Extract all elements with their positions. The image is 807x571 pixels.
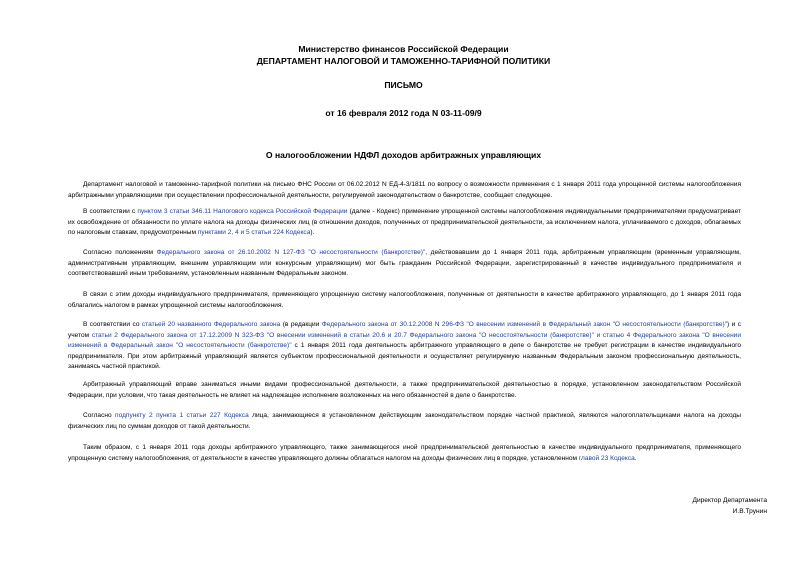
- ministry-name: Министерство финансов Российской Федерации: [298, 44, 509, 54]
- link-article-224[interactable]: пунктами 2, 4 и 5 статьи 224 Кодекса: [197, 229, 311, 236]
- link-law-323-fz[interactable]: статьи 2 Федерального закона от 17.12.2009 N 323-ФЗ "О внесении изменений в статьи 20.6 и 20.7 Федерального закона "О несостоятельности (банкротстве)" и статью 4 Федерального закона "О внесении изменений в Федеральный закон "О несостоятельности (банкротстве)": [68, 331, 742, 349]
- paragraph-5-text-4: с 1 января 2011 года деятельность арбитражного управляющего в деле о банкротстве не требует регистрации в качестве индивидуального предпринимателя. При этом арбитражный управляющий является субъектом профессиональной деятельности и осуществляет регулируемую названным Федеральным законом профессиональную деятельность, занимаясь частной практикой.: [68, 342, 741, 370]
- paragraph-2-text-3: ).: [310, 229, 315, 236]
- link-article-20[interactable]: статьей 20 названного Федерального закона: [141, 321, 281, 328]
- paragraph-3: [68, 248, 741, 280]
- paragraph-7-text-1: Согласно: [83, 412, 116, 419]
- link-law-296-fz[interactable]: Федерального закона от 30.12.2008 N 296-ФЗ "О внесении изменений в Федеральный закон "О несостоятельности (банкротстве)": [321, 321, 728, 328]
- paragraph-2-text-2: (далее - Кодекс) применение упрощенной системы налогообложения индивидуальными предпринимателями предусматривает их освобождение от обязанности по уплате налога на доходы физических лиц (в отношении доходов, полученных от предпринимательской деятельности, за исключением налога, уплачиваемого с доходов, облагаемых по налоговым ставкам, предусмотренным: [68, 208, 741, 236]
- paragraph-6-text: Арбитражный управляющий вправе заниматься иными видами профессиональной деятельности, а также предпринимательской деятельностью в порядке, установленном законодательством Российской Федерации, при условии, что такая деятельность не влияет на надлежащее исполнение возложенных на него обязанностей в деле о банкротстве.: [68, 381, 741, 399]
- paragraph-7-text-2: лица, занимающиеся в установленном действующим законодательством порядке частной практикой, являются налогоплательщиками налога на доходы физических лиц по суммам доходов от такой деятельности.: [68, 412, 741, 430]
- department-name: ДЕПАРТАМЕНТ НАЛОГОВОЙ И ТАМОЖЕННО-ТАРИФНОЙ ПОЛИТИКИ: [256, 56, 551, 66]
- signature-name: И.В.Трунин: [732, 508, 767, 515]
- link-chapter-23[interactable]: главой 23 Кодекса: [578, 454, 635, 462]
- paragraph-1-text: Департамент налоговой и таможенно-тарифной политики на письмо ФНС России от 06.02.2012 N ЕД-4-3/1811 по вопросу о возможности применения с 1 января 2011 года упрощенной системы налогообложения арбитражными управляющими при осуществлении профессиональной деятельности, регулируемой законодательством о банкротстве, сообщает следующее.: [68, 181, 741, 199]
- paragraph-6: [68, 380, 741, 401]
- paragraph-3-text-2: , действовавшим до 1 января 2011 года, арбитражным управляющим (временным управляющим, административным управляющим, внешним управляющим или конкурсным управляющим) мог быть гражданин Российской Федерации, зарегистрированный в качестве индивидуального предпринимателя и соответствовавший иным требованиям, установленным названным Федеральным законом.: [68, 249, 741, 277]
- paragraph-8-text-2: .: [634, 454, 637, 462]
- paragraph-4: [68, 290, 741, 311]
- document-type: ПИСЬМО: [384, 80, 423, 90]
- paragraph-8-text-1: Таким образом, с 1 января 2011 года доходы арбитражного управляющего, также занимающегося иной предпринимательской деятельностью в качестве индивидуального предпринимателя, применяющего упрощенную систему налогообложения, от деятельности в качестве управляющего должны облагаться налогом на доходы физических лиц в порядке, установленном: [68, 444, 741, 462]
- paragraph-5-text-1: В соответствии со: [83, 321, 142, 328]
- link-article-346-11[interactable]: пунктом 3 статьи 346.11 Налогового кодекса Российской Федерации: [137, 208, 348, 215]
- document-subject: О налогообложении НДФЛ доходов арбитражных управляющих: [265, 150, 542, 160]
- link-law-127-fz[interactable]: Федерального закона от 26.10.2002 N 127-ФЗ "О несостоятельности (банкротстве)": [156, 249, 426, 256]
- paragraph-5-text-2: (в редакции: [280, 321, 322, 328]
- paragraph-8: [68, 443, 741, 464]
- paragraph-3-text-1: Согласно положениям: [83, 249, 157, 256]
- paragraph-2: [68, 207, 741, 239]
- paragraph-4-text: В связи с этим доходы индивидуального предпринимателя, применяющего упрощенную систему налогообложения, полученные от деятельности в качестве арбитражного управляющего, до 1 января 2011 года облагались налогом в рамках упрощенной системы налогообложения.: [68, 291, 741, 309]
- signature-position: Директор Департамента: [692, 497, 767, 504]
- paragraph-5: [68, 320, 741, 373]
- document-date: от 16 февраля 2012 года N 03-11-09/9: [325, 108, 482, 118]
- link-article-227[interactable]: подпункту 2 пункта 1 статьи 227 Кодекса: [115, 412, 249, 419]
- paragraph-2-text-1: В соответствии с: [83, 208, 138, 215]
- paragraph-5-text-3: ) и с учетом: [68, 321, 741, 339]
- paragraph-7: [68, 411, 741, 432]
- paragraph-1: [68, 180, 741, 201]
